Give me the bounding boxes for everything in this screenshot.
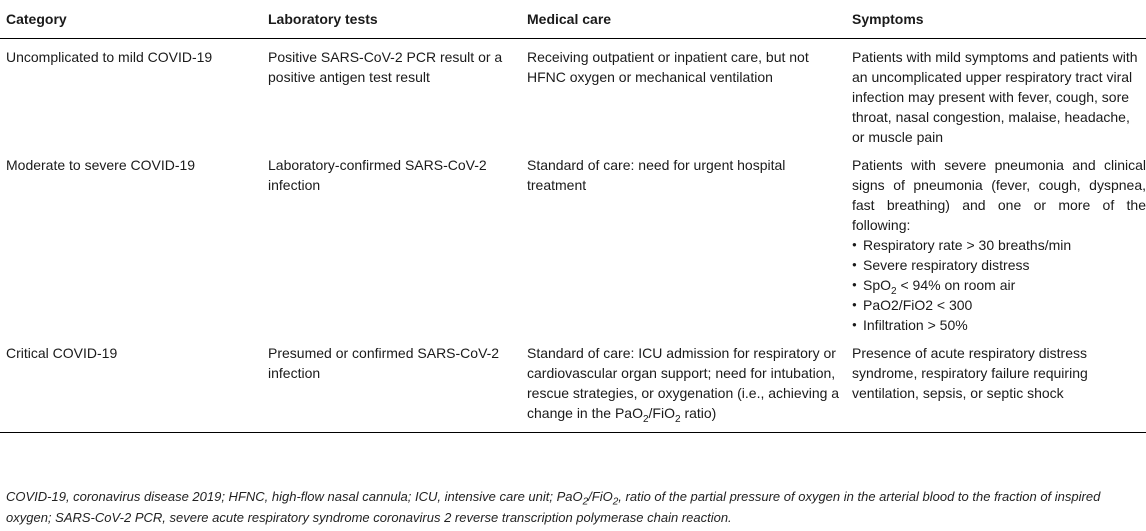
subscript: 2 xyxy=(612,496,619,508)
table-row xyxy=(0,147,1146,335)
table-header-row xyxy=(0,0,1146,39)
footnote-text: , ratio of the partial pressure of oxygen in the arterial blood to the fraction of inspired oxygen; SARS-CoV-2 PCR, severe acute respiratory syndrome coronavirus 2 reverse transcription polymerase chain reaction. xyxy=(6,489,1101,525)
cell-lab: Positive SARS-CoV-2 PCR result or a positive antigen test result xyxy=(268,49,503,85)
cell-category: Uncomplicated to mild COVID-19 xyxy=(6,49,213,65)
subscript: 2 xyxy=(582,496,589,508)
cell-lab: Laboratory-confirmed SARS-CoV-2 infection xyxy=(268,157,487,193)
cell-care xyxy=(521,335,846,433)
cell-care: Standard of care: need for urgent hospital treatment xyxy=(527,157,786,193)
header-symptoms: Symptoms xyxy=(846,0,1146,39)
list-item: ● Infiltration > 50% xyxy=(852,315,1146,335)
cell-care: Receiving outpatient or inpatient care, but not HFNC oxygen or mechanical ventilation xyxy=(527,49,809,85)
spo2-text: SpO xyxy=(863,277,892,293)
list-item: ● PaO2/FiO2 < 300 xyxy=(852,295,1146,315)
table-row xyxy=(0,335,1146,433)
subscript: 2 xyxy=(891,285,897,297)
list-item: ● Respiratory rate > 30 breaths/min xyxy=(852,235,1146,255)
list-item: ● Severe respiratory distress xyxy=(852,255,1146,275)
care-text: /FiO xyxy=(648,405,675,421)
cell-symptoms xyxy=(846,147,1146,335)
care-text: Standard of care: ICU admission for respiratory or cardiovascular organ support; need for intubation, rescue strategies, or oxygenation (i.e., achieving a change in the PaO xyxy=(527,345,840,421)
cell-symptoms: Patients with mild symptoms and patients with an uncomplicated upper respiratory tract viral infection may present with fever, cough, sore throat, nasal congestion, malaise, headache, or muscle pain xyxy=(852,49,1138,145)
header-laboratory-tests: Laboratory tests xyxy=(262,0,521,39)
table-row xyxy=(0,39,1146,148)
criteria-list xyxy=(852,235,1146,335)
footnote-text: COVID-19, coronavirus disease 2019; HFNC, high-flow nasal cannula; ICU, intensive care unit; PaO xyxy=(6,489,583,504)
spo2-text-rest: < 94% on room air xyxy=(896,277,1016,293)
care-text: ratio) xyxy=(680,405,717,421)
header-category: Category xyxy=(0,0,262,39)
footnote-text: /FiO xyxy=(588,489,613,504)
table-footnote xyxy=(6,486,1140,528)
symptoms-intro: Patients with severe pneumonia and clinical signs of pneumonia (fever, cough, dyspnea, fast breathing) and one or more of the following: xyxy=(852,157,1146,233)
cell-symptoms: Presence of acute respiratory distress syndrome, respiratory failure requiring ventilation, sepsis, or septic shock xyxy=(846,335,1146,433)
subscript: 2 xyxy=(675,413,681,425)
subscript: 2 xyxy=(642,413,649,425)
header-medical-care: Medical care xyxy=(521,0,846,39)
cell-category: Moderate to severe COVID-19 xyxy=(6,157,196,173)
cell-category: Critical COVID-19 xyxy=(0,335,262,433)
cell-lab: Presumed or confirmed SARS-CoV-2 infection xyxy=(262,335,521,433)
list-item xyxy=(852,275,1146,295)
